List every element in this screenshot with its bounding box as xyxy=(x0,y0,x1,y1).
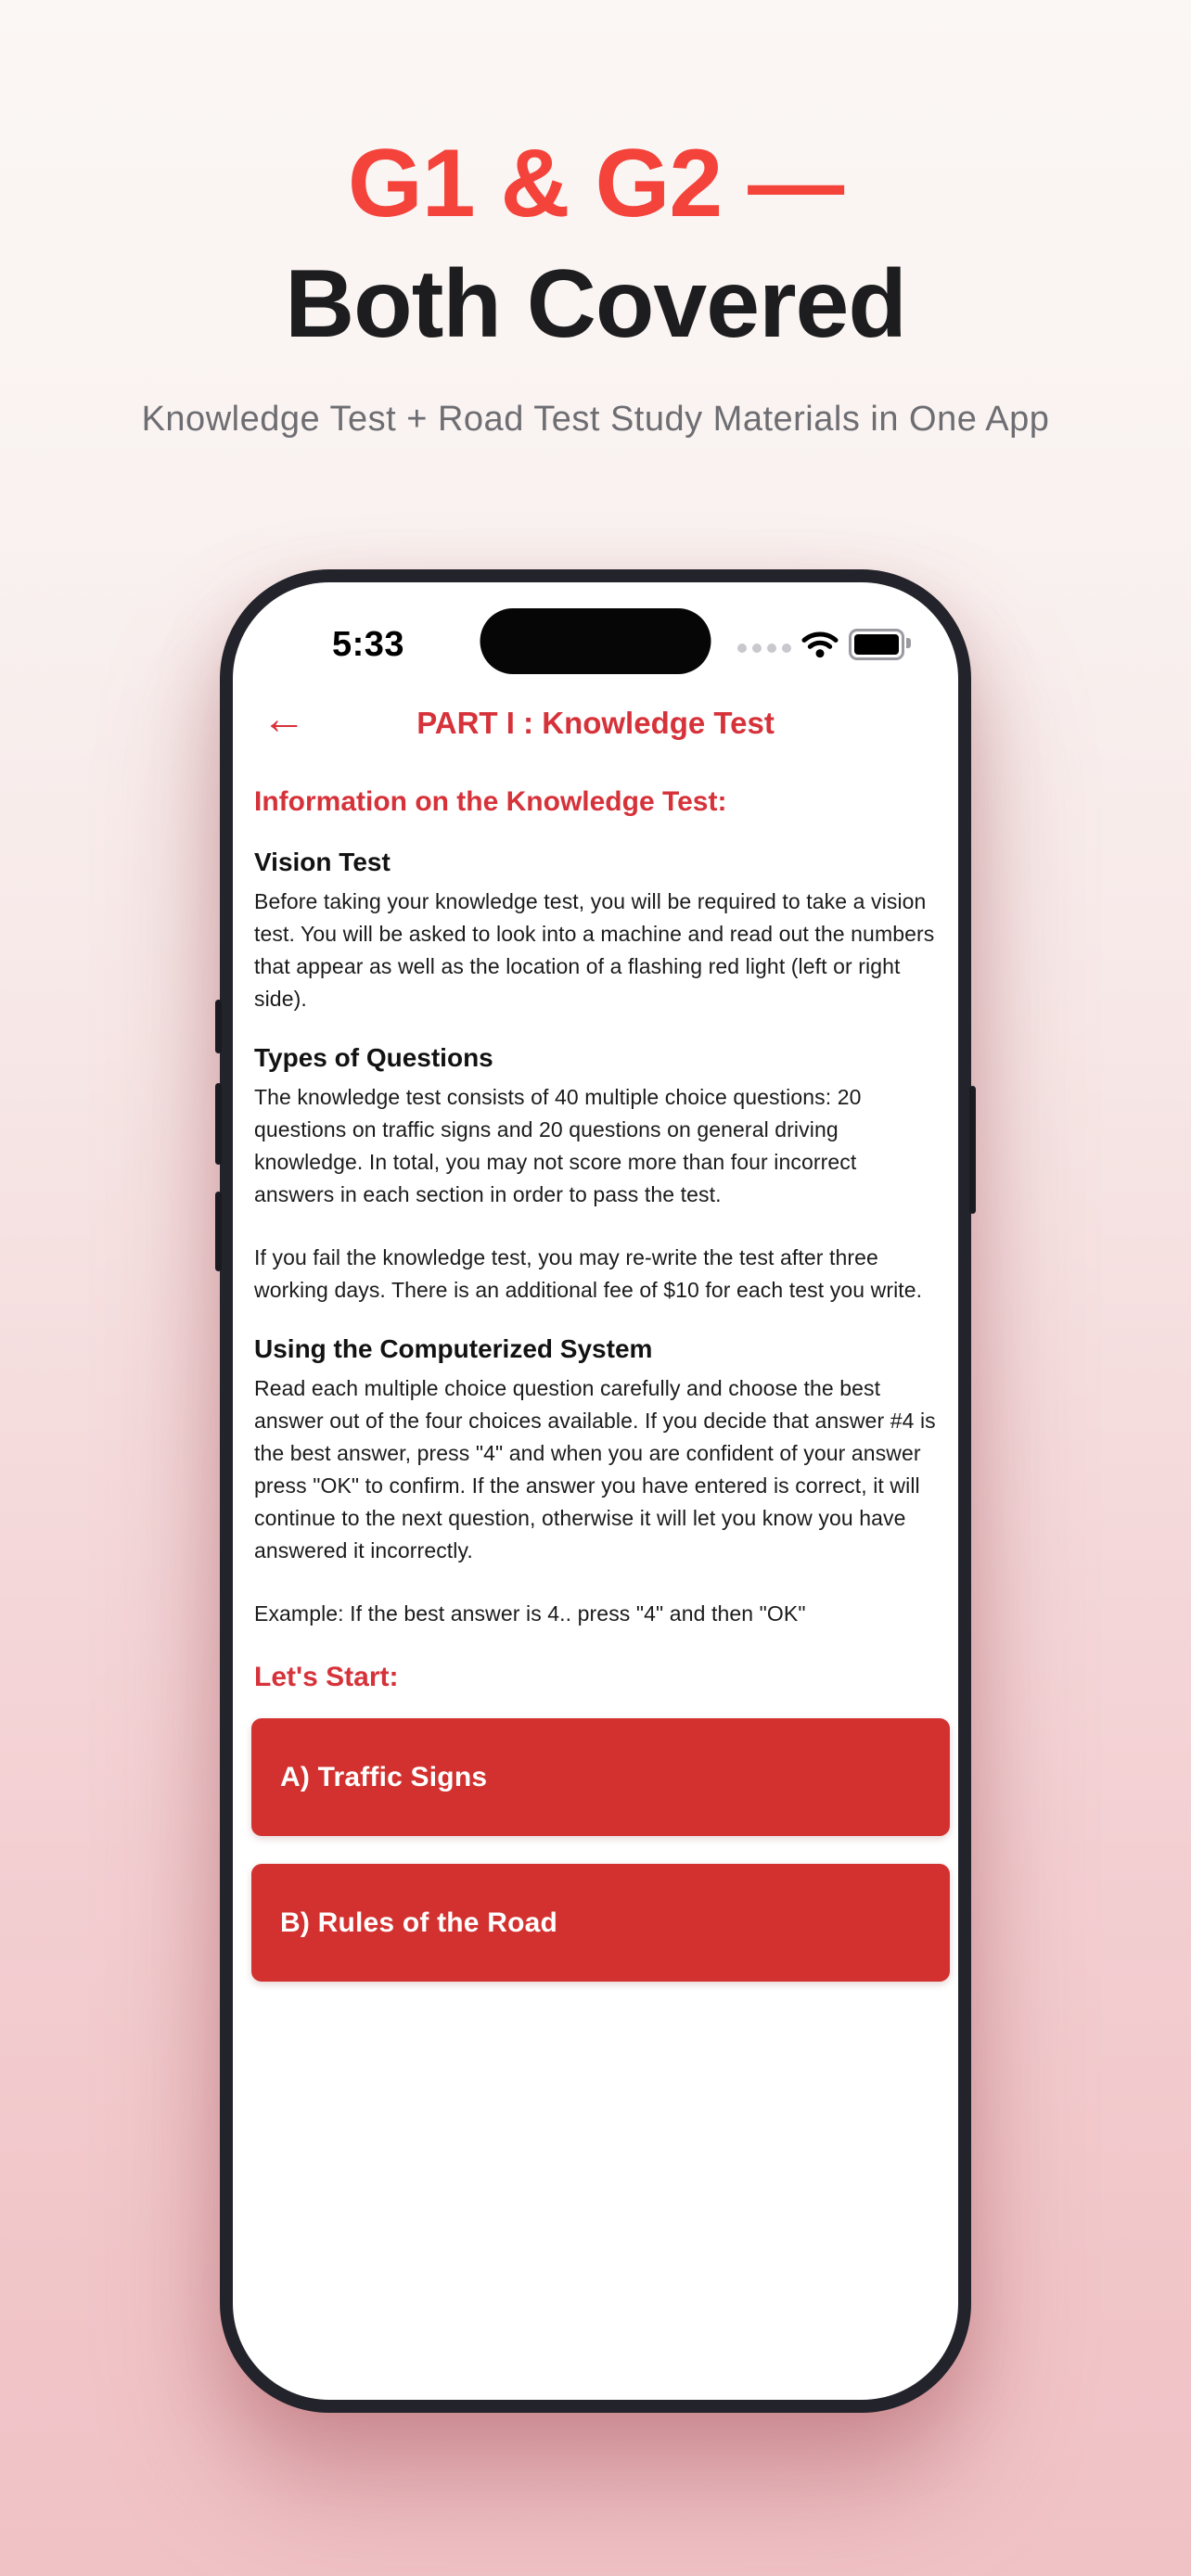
app-header xyxy=(254,695,937,746)
cellular-signal-dots-icon xyxy=(737,644,791,653)
hero-section xyxy=(0,132,1191,440)
section-paragraph: If you fail the knowledge test, you may re-write the test after three working days. There is an additional fee of $10 for each test you write. xyxy=(254,1245,923,1302)
section-heading: Using the Computerized System xyxy=(254,1334,653,1363)
section-heading: Types of Questions xyxy=(254,1043,493,1072)
phone-volume-up-button xyxy=(215,1083,222,1165)
phone-screen xyxy=(233,582,958,2400)
phone-volume-down-button xyxy=(215,1192,222,1271)
section-types-of-questions xyxy=(254,1042,937,1307)
lets-start-heading: Let's Start: xyxy=(254,1662,399,1692)
hero-title-line1: G1 & G2 — xyxy=(347,130,844,237)
rules-of-the-road-button-label: B) Rules of the Road xyxy=(280,1906,558,1938)
phone-mockup xyxy=(220,569,971,2413)
example-line: Example: If the best answer is 4.. press "4" and then "OK" xyxy=(254,1601,806,1626)
battery-icon xyxy=(849,629,904,660)
hero-title-line2: Both Covered xyxy=(285,250,906,358)
status-bar-icons xyxy=(737,623,904,664)
info-heading: Information on the Knowledge Test: xyxy=(254,786,727,817)
hero-subtitle: Knowledge Test + Road Test Study Materials in One App xyxy=(141,400,1050,439)
traffic-signs-button[interactable] xyxy=(251,1718,950,1836)
back-arrow-icon[interactable]: ← xyxy=(262,695,306,744)
section-paragraph: Read each multiple choice question carefully and choose the best answer out of the four choices available. If you decide that answer #4 is the best answer, press "4" and when you are confident of your answer press "OK" to confirm. If the answer you have entered is correct, it will continue to the next question, otherwise it will let you know you have answered it incorrectly. xyxy=(254,1376,936,1562)
section-paragraph: Before taking your knowledge test, you will be required to take a vision test. You will be asked to look into a machine and read out the numbers that appear as well as the location of a flashing red light (left or right side). xyxy=(254,889,935,1011)
section-vision-test xyxy=(254,847,937,1015)
status-bar-time: 5:33 xyxy=(331,625,405,664)
phone-mute-button xyxy=(215,1000,222,1053)
section-paragraph: The knowledge test consists of 40 multiple choice questions: 20 questions on traffic signs and 20 questions on general driving knowledge. In total, you may not score more than four incorrect answers in each section in order to pass the test. xyxy=(254,1085,862,1206)
content-area[interactable] xyxy=(233,785,958,2400)
section-computerized-system xyxy=(254,1333,937,1630)
traffic-signs-button-label: A) Traffic Signs xyxy=(280,1761,488,1792)
page-title: PART I : Knowledge Test xyxy=(416,706,775,740)
wifi-icon xyxy=(801,631,839,658)
phone-power-button xyxy=(969,1086,976,1214)
rules-of-the-road-button[interactable] xyxy=(251,1864,950,1982)
dynamic-island xyxy=(480,608,711,674)
section-heading: Vision Test xyxy=(254,848,391,876)
